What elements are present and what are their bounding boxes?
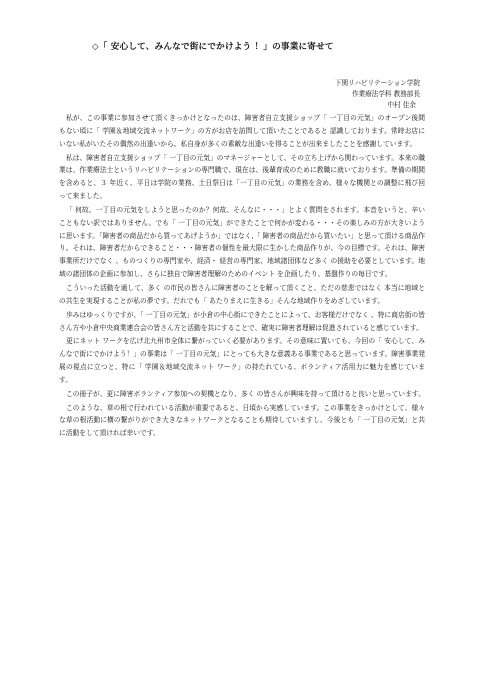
paragraph: 歩みはゆっくりですが、「 一丁目の元気」が小倉の中心街にできたことによって、お客様だけでなく 、特に商店街の皆さん方や小倉中央商業連合会の皆さん方と活動を共にすることで、確実に障害者理解は促進されていると感じています。: [59, 310, 425, 332]
author-name: 中村 佳余: [387, 101, 416, 109]
paragraph: 更にネット ワークを広げ北九州市全体に繋がっていく必要があります。その意味に置いても、今回の「 安心して、みんなで街にでかけよう！」の事業は「 一丁目の元気」にとっても大きな意義ある事業であると思っています。障害事業発展の視点に立つと、特に「 学園＆地域交流ネット ワーク」の持たれている、ボランティア活用力に魅力を感じています。: [59, 337, 425, 384]
paragraph: この冊子が、更に障害ボランティア参加への契機となり、多く の皆さんが興味を持って頂けると良いと思っています。: [66, 389, 425, 398]
body-text: [59, 112, 425, 441]
paragraph: 私は、障害者自立支援ショップ「 一丁目の元気」のマネージャーとして、その立ち上げから関わっています。本来の職業は、作業療法士というリハビリテーションの専門職で、現在は、後輩育成のために教職に就いております。準備の期間を含めると、３ 年近く、平日は学院の業務、土日祭日は「一丁目の元気」の業務を含め、様々な機関との調整に飛び回って来ました。: [59, 153, 425, 201]
affiliation-school: 下関リハビリテーション学院: [334, 79, 420, 87]
paragraph: 私が、この事業に参加させて頂くきっかけとなったのは、障害者自立支援ショップ「 一丁目の元気」のオープン後間もない頃に「 学園＆地域交流ネットワーク」の方がお店を訪問して頂いたことであると 認識しております。常時お店にいない私がいたその偶然の出逢いから、私自身が多くの素敵な出逢いを得ることが出来ましたことを感謝しています。: [59, 114, 425, 148]
paragraph: このような、草の根で行われている活動が重要であると、日頃から実感しています。この事業をきっかけとして、様々な草の根活動に横の繋がりができ大きなネットワークとなることも期待していますし、今後とも「 一丁目の元気」と共に活動をして頂ければ幸いです。: [59, 403, 425, 438]
paragraph: 「 何故、一丁目の元気をしようと思ったのか？何故、そんなに・・・」とよく質問をされます。本音をいうと、辛いこともない訳ではありません。でも「 一丁目の元気」ができたことで何かが変わる・・・その楽しみの方が大きいように思います。「障害者の商品だから買ってあげようか」ではなく,「 障害者の商品だから買いたい」と思って頂ける商品作り。それは、障害者だからできること・・・障害者の個性を最大限に生かした商品作りが、今の目標です。それは、障害事業所だけでなく 、ものつくりの専門家や、経済・ 経営の専門家、地域諸団体など多く の援助を必要としています。地域の諸団体の企画に参加し、さらに独自で障害者理解のためのイベント を企画したり、基盤作りの毎日です。: [59, 205, 425, 279]
paragraph: こういった活動を通して、多く の市民の皆さんに障害者のことを解って頂くこと、ただの慈悲ではなく 本当に地域との共生を実現することが私の夢です。だれでも「 あたりまえに生きる」そんな地域作りをめざしています。: [59, 283, 425, 305]
page-title: ◇「 安心して、みんなで街にでかけよう ！」の事業に寄せて: [92, 42, 334, 52]
affiliation-department: 作業療法学科 教務部長: [351, 90, 420, 98]
